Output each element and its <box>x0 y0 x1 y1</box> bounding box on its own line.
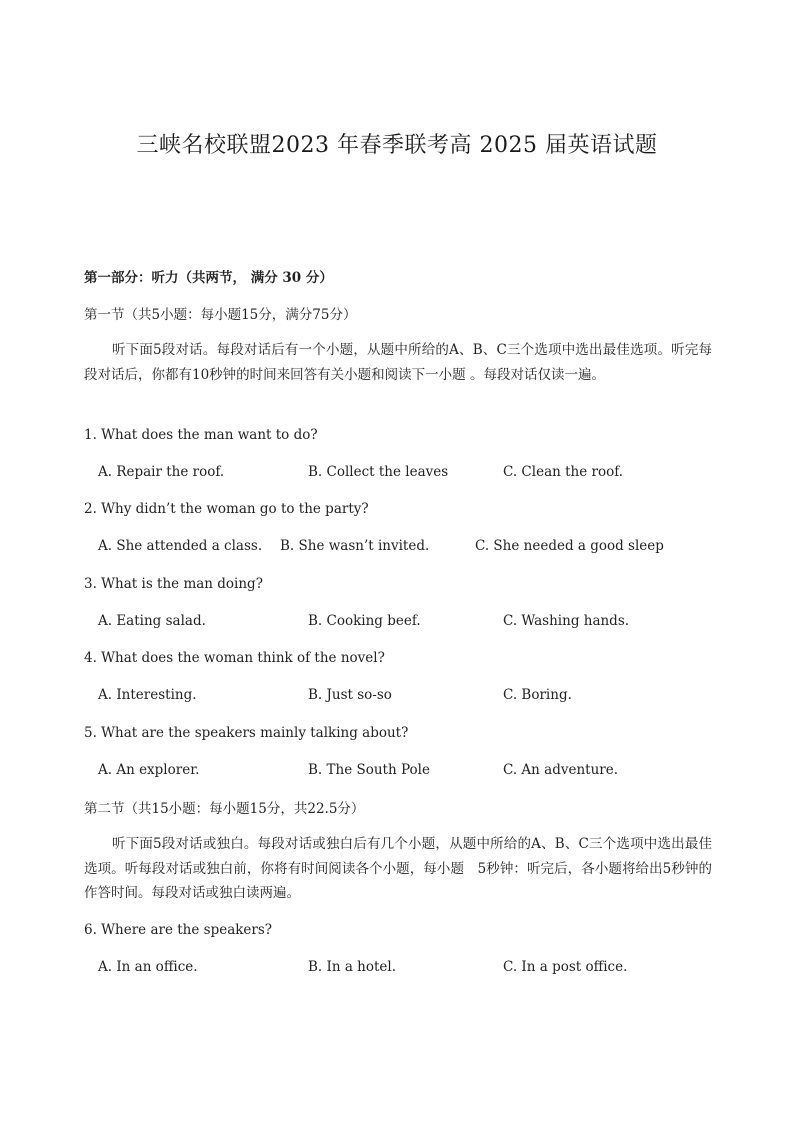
q6-option-c: C. In a post office. <box>503 959 628 975</box>
q1-option-b: B. Collect the leaves <box>308 464 449 480</box>
q4-option-c: C. Boring. <box>503 687 572 703</box>
section1-instruction: 听下面5段对话。每段对话后有一个小题，从题中所给的A、B、C三个选项中选出最佳选项。听完每段对话后，你都有10秒钟的时间来回答有关小题和阅读下一小题 。每段对话仅读一遍。 <box>84 342 712 383</box>
q5-option-a: A. An explorer. <box>98 762 200 778</box>
q5-option-b: B. The South Pole <box>308 762 430 778</box>
q3-option-b: B. Cooking beef. <box>308 613 421 629</box>
q2-option-b: B. She wasn’t invited. <box>280 538 430 554</box>
q6-option-b: B. In a hotel. <box>308 959 397 975</box>
question-2: 2. Why didn’t the woman go to the party? <box>84 501 369 517</box>
q6-option-a: A. In an office. <box>98 959 198 975</box>
q5-option-c: C. An adventure. <box>503 762 619 778</box>
q1-option-c: C. Clean the roof. <box>503 464 624 480</box>
q3-option-a: A. Eating salad. <box>98 613 206 629</box>
question-4: 4. What does the woman think of the novel? <box>84 650 385 666</box>
q4-option-b: B. Just so-so <box>308 687 392 703</box>
q2-option-c: C. She needed a good sleep <box>475 538 664 554</box>
section2-instruction: 听下面5段对话或独白。每段对话或独白后有几个小题，从题中所给的A、B、C三个选项中选出最佳选项。听每段对话或独白前，你将有时间阅读各个小题，每小题 5秒钟：听完后，各小题将给出5秒钟的作答时间。每段对话或独白读两遍。 <box>84 836 712 901</box>
page-title: 三峡名校联盟2023 年春季联考高 2025 届英语试题 <box>136 133 658 158</box>
part1-heading: 第一部分：听力（共两节， 满分 30 分） <box>84 270 333 286</box>
section2-heading: 第二节（共15小题：每小题15分，共22.5分） <box>84 801 365 817</box>
q2-option-a: A. She attended a class. <box>98 538 263 554</box>
question-3: 3. What is the man doing? <box>84 576 263 592</box>
q3-option-c: C. Washing hands. <box>503 613 630 629</box>
q4-option-a: A. Interesting. <box>98 687 197 703</box>
question-5: 5. What are the speakers mainly talking about? <box>84 725 409 741</box>
question-1: 1. What does the man want to do? <box>84 427 318 443</box>
section1-heading: 第一节（共5小题：每小题15分，满分75分） <box>84 307 357 323</box>
question-6: 6. Where are the speakers? <box>84 922 273 938</box>
q1-option-a: A. Repair the roof. <box>98 464 225 480</box>
